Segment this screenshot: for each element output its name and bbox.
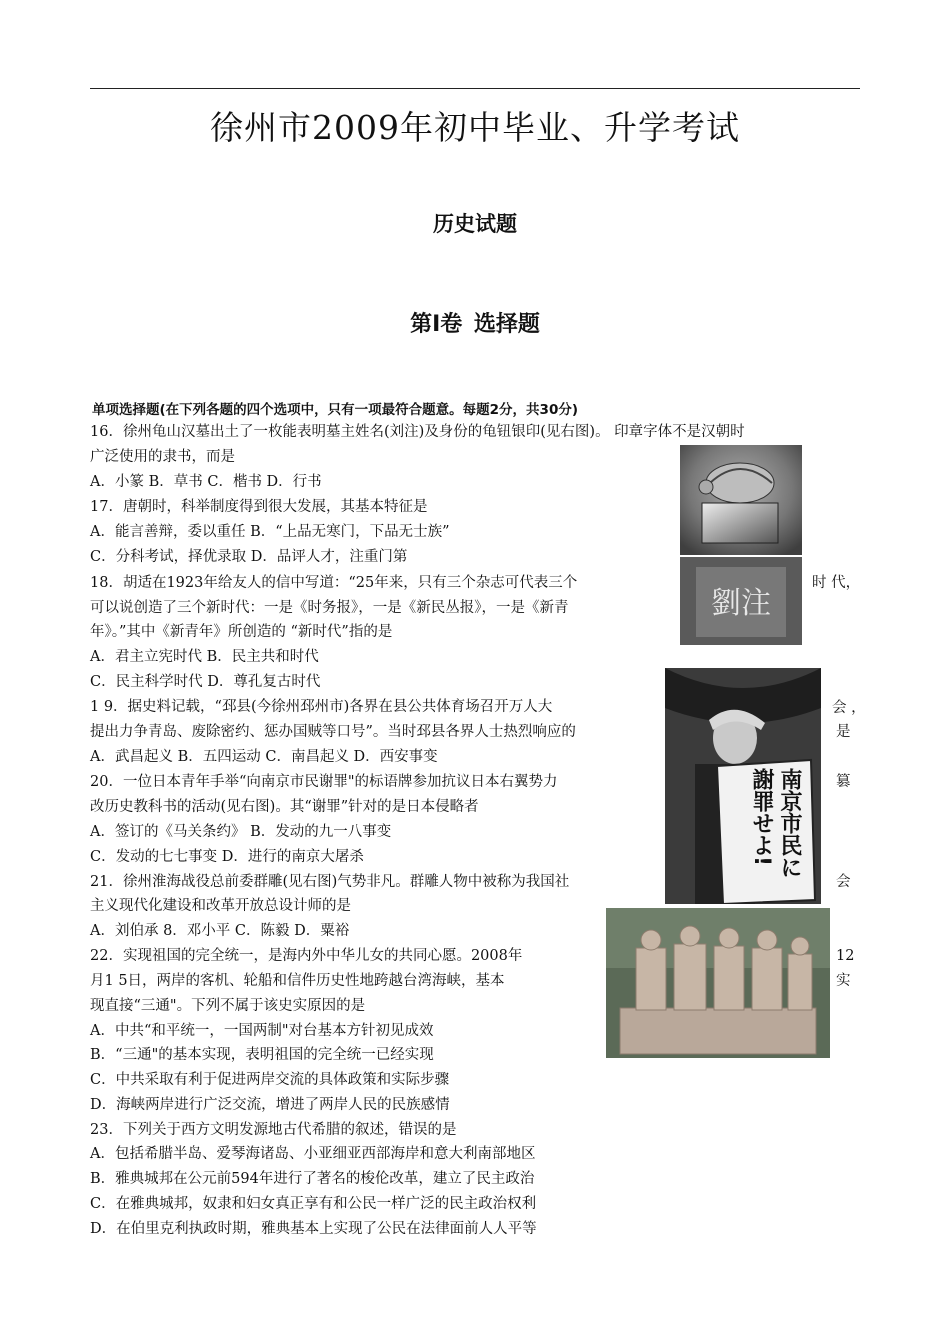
seal-imprint-photo [680,557,802,645]
seal-imprint-icon [680,557,802,645]
line-fragment: 会 [836,874,851,890]
exam-title: 徐州市2009年初中毕业、升学考试 [210,108,740,147]
text-line: A．签订的《马关条约》 B．发动的九一八事变 [90,824,392,840]
text-line: D．在伯里克利执政时期，雅典基本上实现了公民在法律面前人人平等 [90,1221,537,1237]
text-line: 20．一位日本青年手举“向南京市民谢罪"的标语牌参加抗议日本右翼势力 [90,774,558,790]
text-line: 月1 5日，两岸的客机、轮船和信件历史性地跨越台湾海峡，基本 [90,973,505,989]
text-line: 提出力争青岛、废除密约、惩办国贼等口号”。当时邳县各界人士热烈响应的 [90,724,576,740]
text-line: 16．徐州龟山汉墓出土了一枚能表明墓主姓名(刘注)及身份的龟钮银印(见右图)。 印章字体不是汉朝时 [90,424,745,440]
text-line: B．雅典城邦在公元前594年进行了著名的梭伦改革，建立了民主政治 [90,1171,535,1187]
text-line: 现直接“三通"。下列不属于该史实原因的是 [90,998,366,1014]
text-line: C．中共采取有利于促进两岸交流的具体政策和实际步骤 [90,1072,450,1088]
text-line: 22．实现祖国的完全统一，是海内外中华儿女的共同心愿。2008年 [90,948,523,964]
section-title: 第Ⅰ卷 选择题 [410,312,540,337]
text-line: A．武昌起义 B．五四运动 C．南昌起义 D．西安事变 [90,749,438,765]
text-line: 17．唐朝时，科举制度得到很大发展，其基本特征是 [90,499,428,515]
exam-subtitle: 历史试题 [433,212,517,236]
statue-group-icon [606,908,830,1058]
turtle-seal-icon [680,445,802,555]
text-line: C．民主科学时代 D．尊孔复古时代 [90,674,321,690]
text-line: A．君主立宪时代 B．民主共和时代 [90,649,319,665]
statue-group-photo [606,908,830,1058]
line-fragment: 12 [836,948,855,964]
text-line: A．小篆 B．草书 C．楷书 D．行书 [90,474,322,490]
line-fragment: 是 [836,724,851,740]
protest-photo [665,668,821,904]
line-fragment: 会 ， [832,700,866,716]
text-line: 21．徐州淮海战役总前委群雕(见右图)气势非凡。群雕人物中被称为我国社 [90,874,570,890]
text-line: C．分科考试，择优录取 D．品评人才，注重门第 [90,549,408,565]
text-line: C．发动的七七事变 D．进行的南京大屠杀 [90,849,364,865]
text-line: 年》。”其中《新青年》所创造的 “新时代”指的是 [90,624,393,640]
text-line: 主义现代化建设和改革开放总设计师的是 [90,898,351,914]
line-fragment: 篡 [836,774,851,790]
line-fragment: 实 [836,973,851,989]
text-line: 1 9．据史料记载，“邳县(今徐州邳州市)各界在县公共体育场召开万人大 [90,699,553,715]
text-line: 广泛使用的隶书，而是 [90,449,235,465]
text-line: 18．胡适在1923年给友人的信中写道：“25年来，只有三个杂志可代表三个 [90,575,578,591]
text-line: A．包括希腊半岛、爱琴海诸岛、小亚细亚西部海岸和意大利南部地区 [90,1146,536,1162]
text-line: 改历史教科书的活动(见右图)。其“谢罪”针对的是日本侵略者 [90,799,479,815]
text-line: A．刘伯承 8．邓小平 C．陈毅 D．粟裕 [90,923,350,939]
line-fragment: 时 代， [812,575,861,591]
text-line: D．海峡两岸进行广泛交流，增进了两岸人民的民族感情 [90,1097,450,1113]
instructions: 单项选择题(在下列各题的四个选项中，只有一项最符合题意。每题2分，共30分) [92,402,579,418]
sign-text: 南京市民に謝罪せよ! [749,768,802,878]
turtle-seal-photo [680,445,802,555]
svg-text:劉注: 劉注 [711,586,771,621]
text-line: 23．下列关于西方文明发源地古代希腊的叙述，错误的是 [90,1122,457,1138]
text-line: A．能言善辩，委以重任 B．“上品无寒门，下品无士族” [90,524,450,540]
text-line: C．在雅典城邦，奴隶和妇女真正享有和公民一样广泛的民主政治权利 [90,1196,537,1212]
top-rule [90,88,860,89]
text-line: 可以说创造了三个新时代：一是《时务报》，一是《新民丛报》，一是《新青 [90,600,569,616]
text-line: A．中共“和平统一，一国两制"对台基本方针初见成效 [90,1023,434,1039]
text-line: B．“三通"的基本实现，表明祖国的完全统一已经实现 [90,1047,434,1063]
